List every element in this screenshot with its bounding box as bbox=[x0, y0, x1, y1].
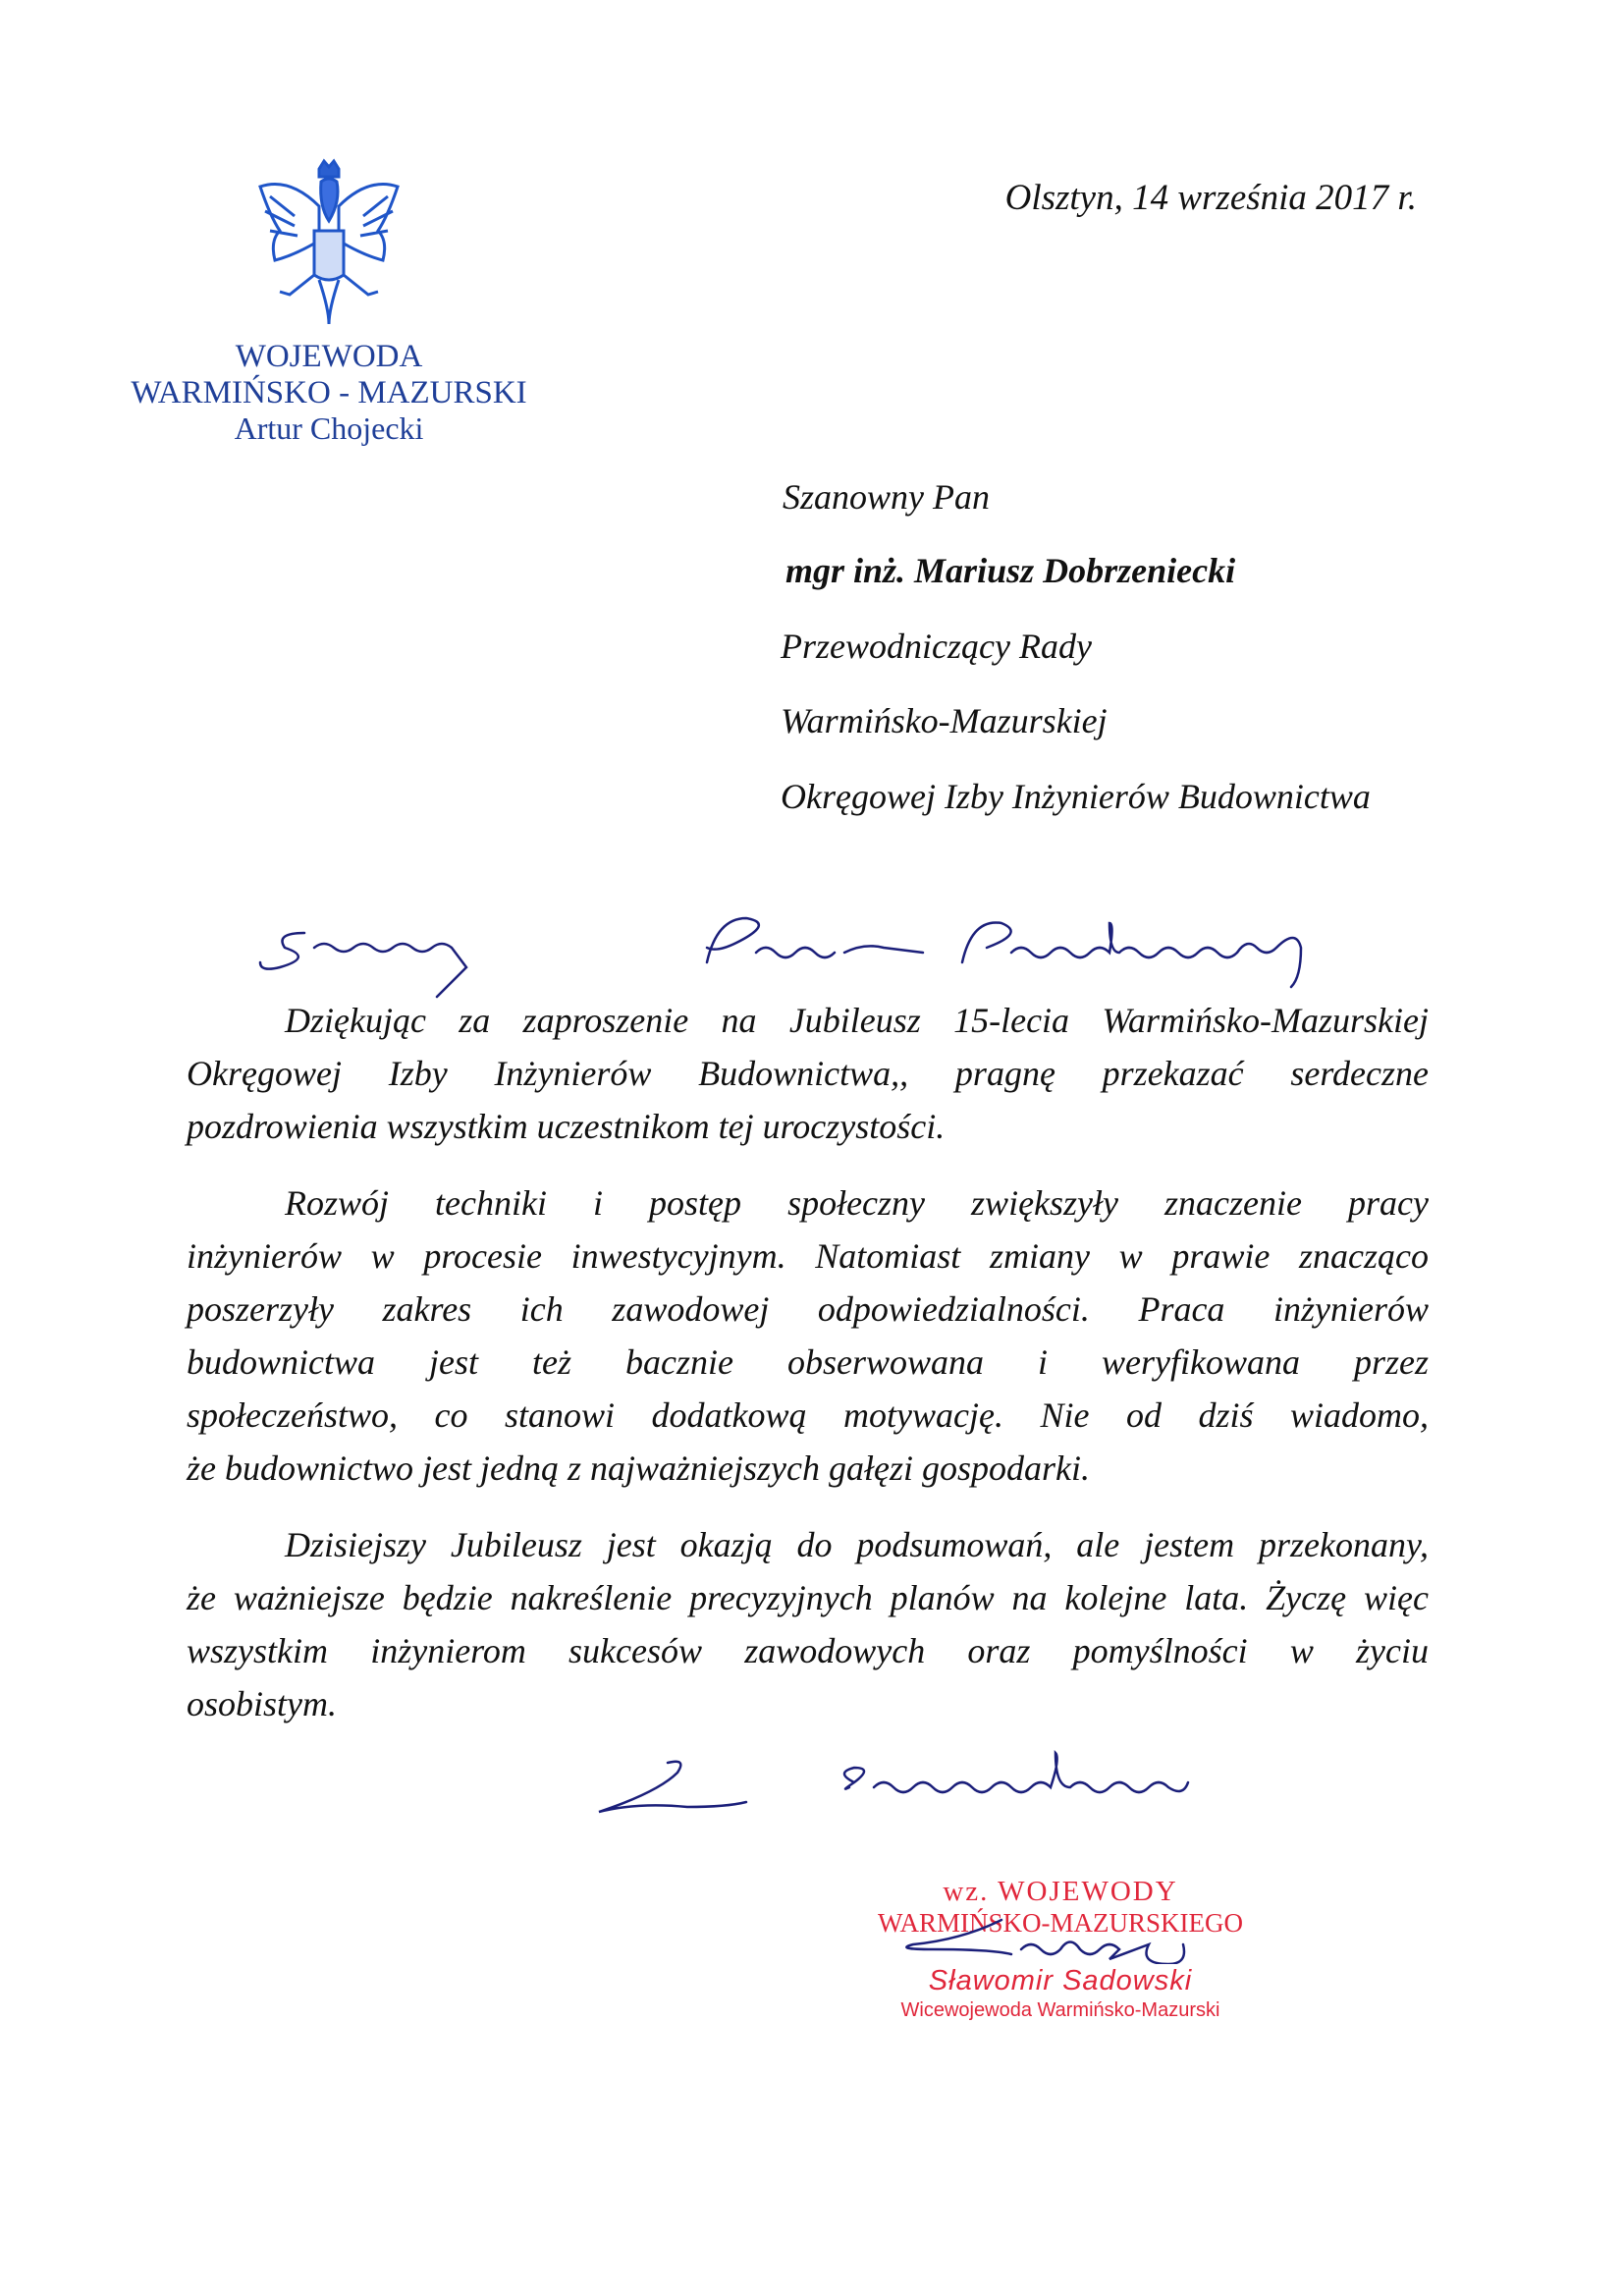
addressee-name: mgr inż. Mariusz Dobrzeniecki bbox=[785, 551, 1236, 590]
paragraph-line: że budownictwo jest jedną z najważniejszych gałęzi gospodarki. bbox=[187, 1449, 1090, 1488]
paragraph-line: poszerzyły zakres ich zawodowej odpowiedzialności. Praca inżynierów bbox=[187, 1289, 1429, 1329]
polish-eagle-emblem-icon bbox=[250, 157, 407, 329]
letterhead-title: WOJEWODA bbox=[235, 339, 423, 374]
stamp-region-line: WARMIŃSKO-MAZURSKIEGO bbox=[877, 1908, 1243, 1938]
letter-date: Olsztyn, 14 września 2017 r. bbox=[1004, 178, 1417, 218]
addressee-title: Przewodniczący Rady bbox=[781, 627, 1092, 666]
addressee-organization-line1: Warmińsko-Mazurskiej bbox=[781, 701, 1108, 740]
signatory-role: Wicewojewoda Warmińsko-Mazurski bbox=[900, 1999, 1220, 2021]
paragraph-line: społeczeństwo, co stanowi dodatkową motywację. Nie od dziś wiadomo, bbox=[187, 1395, 1429, 1435]
paragraph-line: Rozwój techniki i postęp społeczny zwiększyły znaczenie pracy bbox=[285, 1183, 1429, 1223]
paragraph-line: osobistym. bbox=[187, 1684, 337, 1723]
stamp-deputy-line: wz. WOJEWODY bbox=[943, 1876, 1178, 1907]
letterhead-region: WARMIŃSKO - MAZURSKI bbox=[131, 375, 527, 410]
addressee-greeting: Szanowny Pan bbox=[783, 477, 990, 517]
handwritten-closing bbox=[589, 1738, 1335, 1817]
signatory-name: Sławomir Sadowski bbox=[928, 1965, 1193, 1996]
paragraph-line: że ważniejsze będzie nakreślenie precyzyjnych planów na kolejne lata. Życzę więc bbox=[187, 1578, 1429, 1617]
paragraph-line: Okręgowej Izby Inżynierów Budownictwa,, pragnę przekazać serdeczne bbox=[187, 1054, 1429, 1093]
paragraph-line: inżynierów w procesie inwestycyjnym. Natomiast zmiany w prawie znacząco bbox=[187, 1236, 1429, 1276]
handwritten-signature bbox=[903, 1915, 1237, 1964]
paragraph-2 bbox=[187, 1176, 1429, 1495]
paragraph-line: budownictwa jest też bacznie obserwowana i weryfikowana przez bbox=[187, 1342, 1429, 1382]
paragraph-line: pozdrowienia wszystkim uczestnikom tej uroczystości. bbox=[187, 1107, 946, 1146]
paragraph-3 bbox=[187, 1518, 1429, 1730]
paragraph-line: Dzisiejszy Jubileusz jest okazją do podsumowań, ale jestem przekonany, bbox=[285, 1525, 1429, 1564]
letterhead-name: Artur Chojecki bbox=[234, 410, 424, 446]
handwritten-salutation bbox=[255, 903, 1492, 1002]
addressee-organization-line2: Okręgowej Izby Inżynierów Budownictwa bbox=[781, 777, 1371, 816]
paragraph-line: wszystkim inżynierom sukcesów zawodowych oraz pomyślności w życiu bbox=[187, 1631, 1429, 1670]
paragraph-1 bbox=[187, 994, 1429, 1153]
paragraph-line: Dziękując za zaproszenie na Jubileusz 15-lecia Warmińsko-Mazurskiej bbox=[285, 1001, 1429, 1040]
